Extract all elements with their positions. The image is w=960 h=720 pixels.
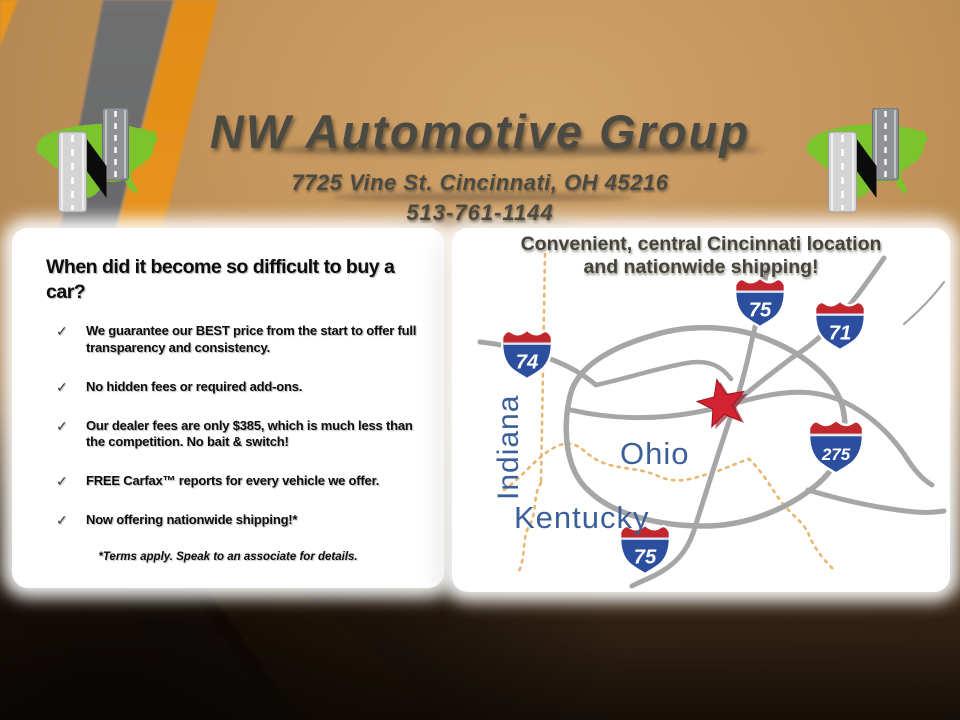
bullet-text: FREE Carfax™ reports for every vehicle we offer. xyxy=(86,473,380,489)
terms-footnote: *Terms apply. Speak to an associate for details. xyxy=(98,551,358,564)
shield-number: 275 xyxy=(821,445,851,464)
check-icon: ✓ xyxy=(56,417,68,434)
bullet-text: No hidden fees or required add-ons. xyxy=(86,378,303,394)
shield-number: 75 xyxy=(748,299,772,322)
map-card xyxy=(452,228,950,592)
check-icon: ✓ xyxy=(56,512,68,529)
bullet-item xyxy=(56,323,418,357)
interstate-71-shield xyxy=(815,301,865,350)
bullet-text: Now offering nationwide shipping!* xyxy=(86,512,298,528)
kentucky-label: Kentucky xyxy=(514,500,650,535)
shield-number: 71 xyxy=(828,322,852,345)
map-heading-line1: Convenient, central Cincinnati location xyxy=(520,233,882,255)
check-icon: ✓ xyxy=(56,322,68,339)
bullet-item xyxy=(56,379,418,396)
map-heading-line2: and nationwide shipping! xyxy=(583,256,819,279)
inner-connector-road xyxy=(596,362,731,385)
indiana-label: Indiana xyxy=(492,394,525,500)
company-title: NW Automotive Group xyxy=(209,105,751,158)
nw-logo-right xyxy=(800,108,935,213)
check-icon: ✓ xyxy=(56,378,68,395)
interstate-75-shield-north xyxy=(735,278,785,327)
value-proposition-card xyxy=(12,228,444,588)
bullet-item xyxy=(56,418,418,452)
bullet-item xyxy=(56,473,418,490)
bullet-item xyxy=(56,512,418,529)
company-phone: 513-761-1144 xyxy=(406,200,554,225)
company-address: 7725 Vine St. Cincinnati, OH 45216 xyxy=(291,170,669,195)
nw-logo-left xyxy=(30,108,165,213)
interstate-74-shield xyxy=(502,330,552,379)
card-heading: When did it become so difficult to buy a car? xyxy=(46,256,395,303)
thin-corner-road xyxy=(904,282,944,324)
bullet-list xyxy=(12,323,444,529)
bullet-text: We guarantee our BEST price from the start to offer full transparency and consistency. xyxy=(86,322,417,355)
road-n-left xyxy=(59,132,87,212)
bullet-text: Our dealer fees are only $385, which is much less than the competition. No bait & switch! xyxy=(86,417,413,450)
map-heading xyxy=(452,233,950,280)
road-n-left xyxy=(829,132,857,212)
shield-number: 75 xyxy=(633,546,657,569)
check-icon: ✓ xyxy=(56,473,68,490)
ohio-label: Ohio xyxy=(620,436,690,471)
interstate-275-shield xyxy=(809,420,863,474)
southeast-road xyxy=(808,490,944,513)
cincinnati-map xyxy=(452,228,950,592)
shield-number: 74 xyxy=(515,351,539,374)
